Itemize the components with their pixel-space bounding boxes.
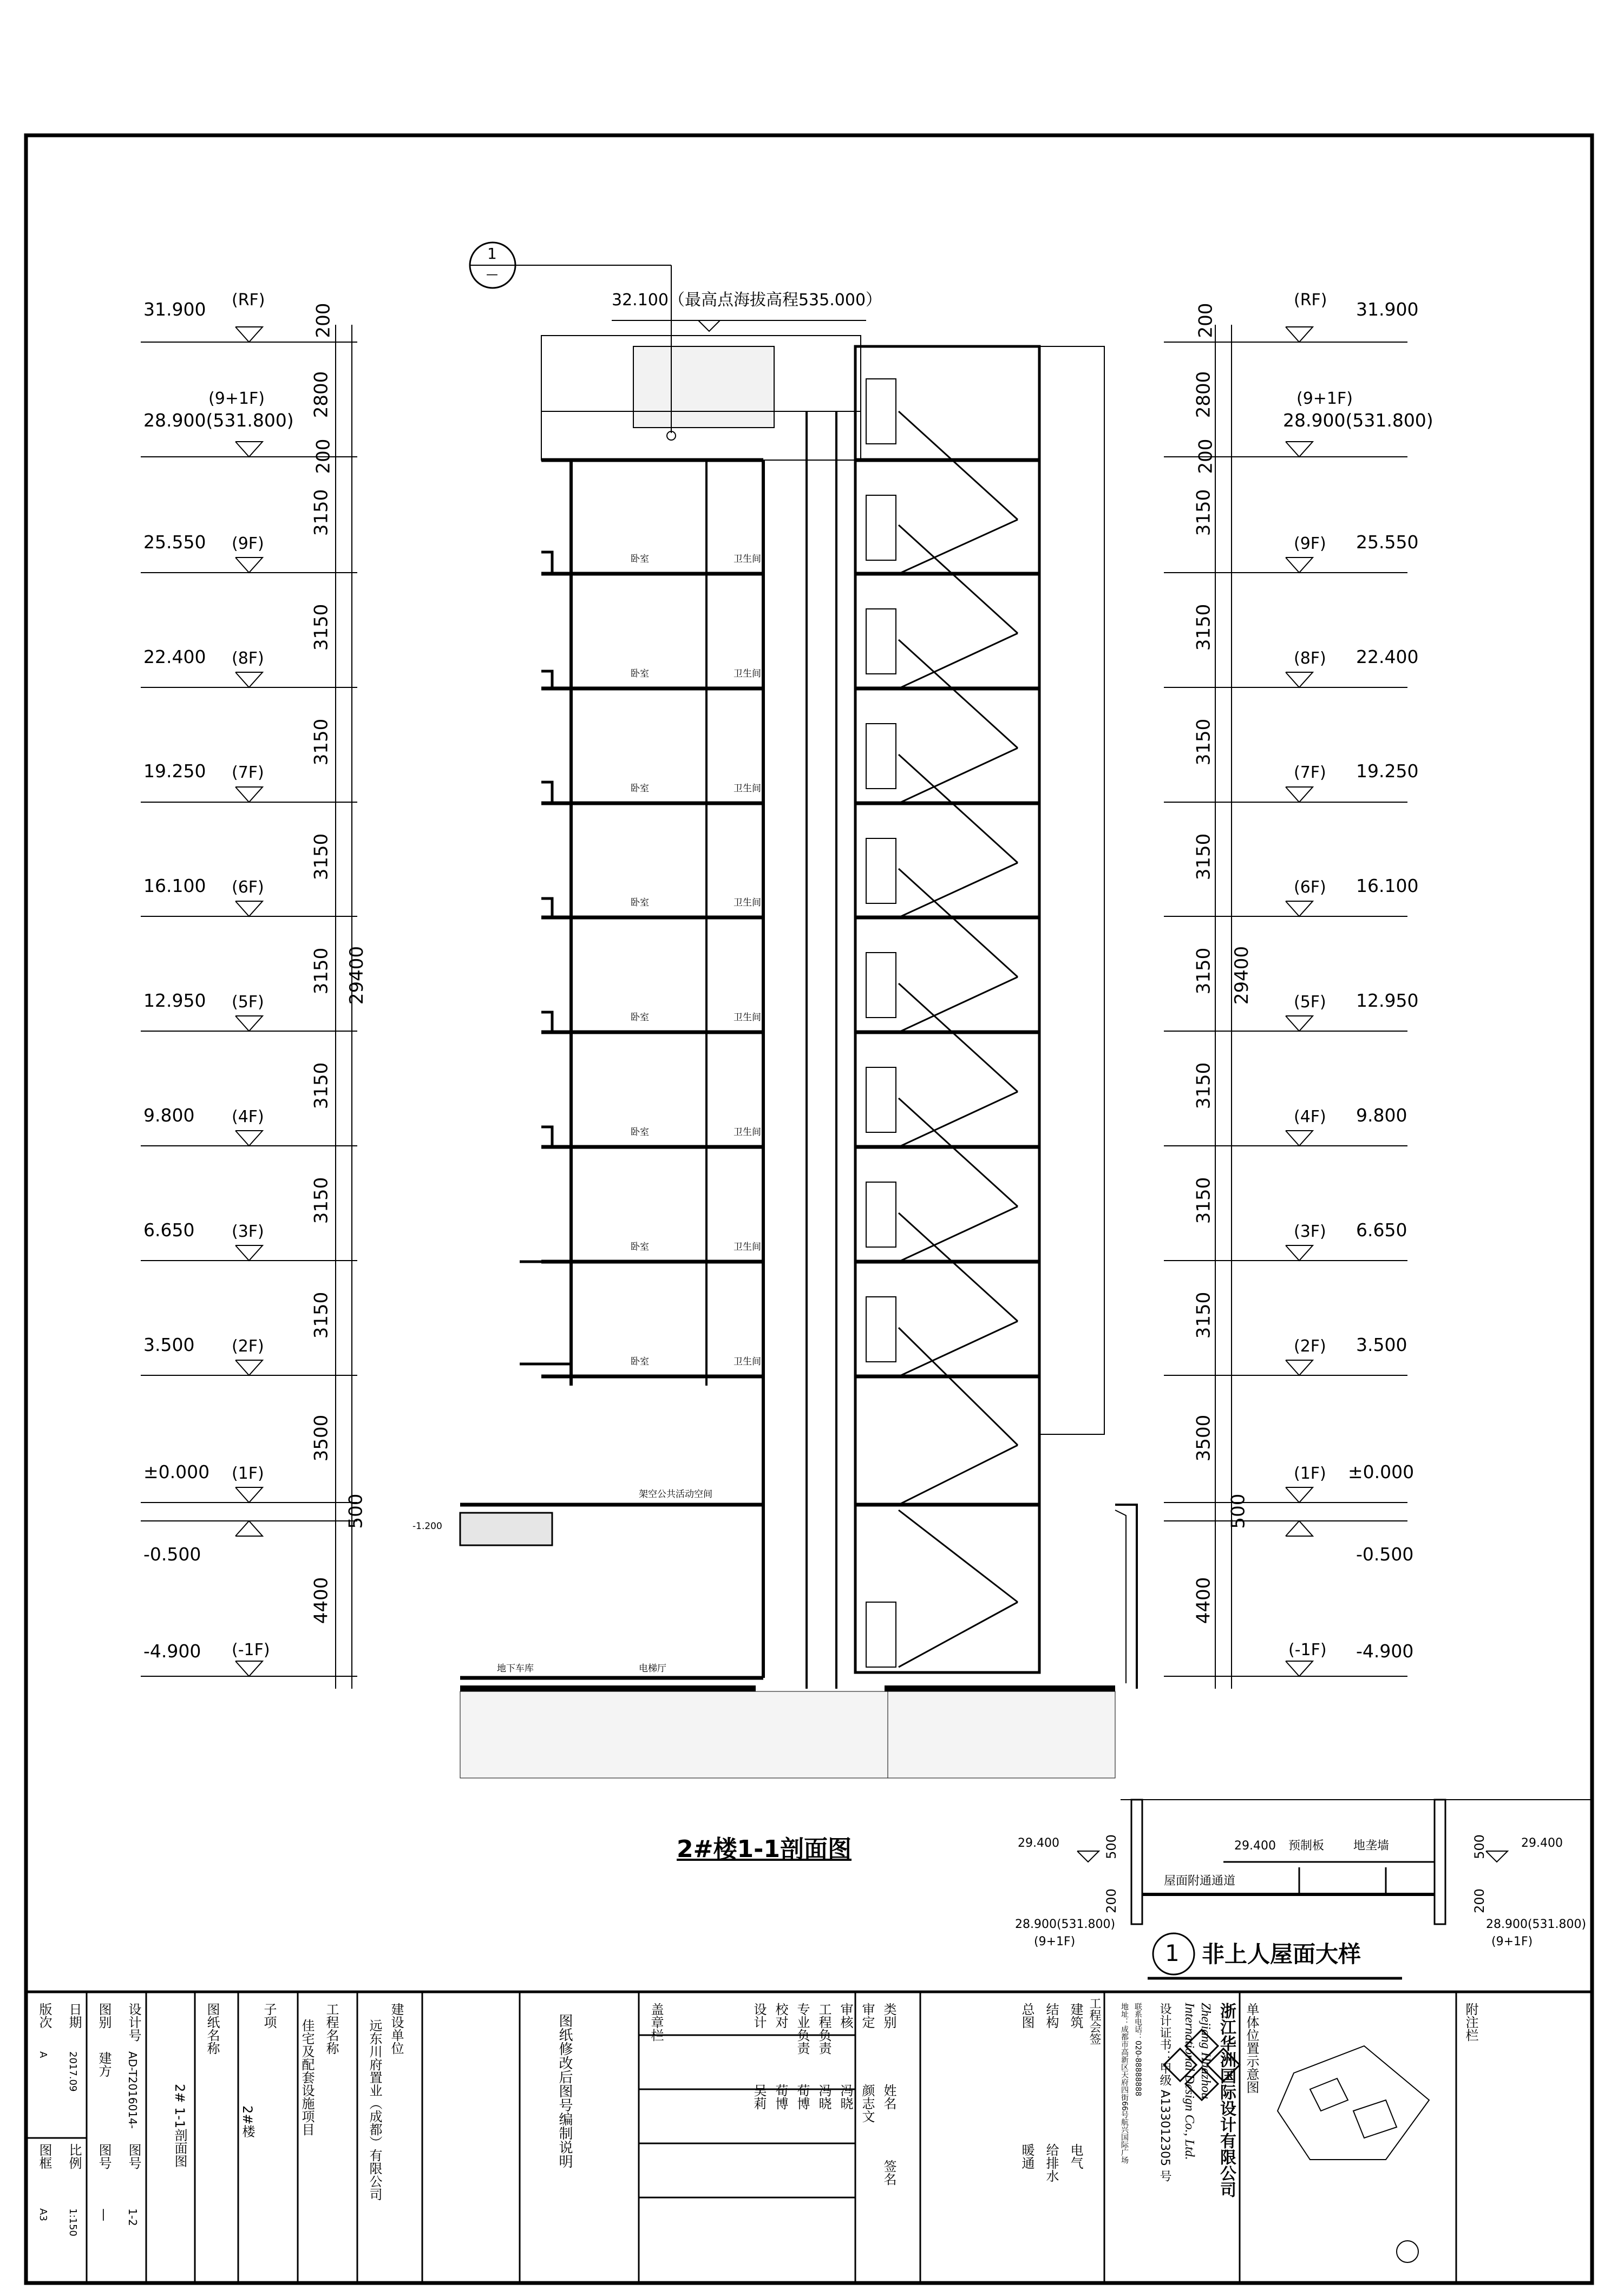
dim-right: 3150 [1193, 1291, 1215, 1339]
room-label-bathroom: 卫生间 [734, 1356, 761, 1367]
level-right-tag: (RF) [1294, 291, 1327, 310]
tb-field-label: 图号 [96, 2143, 112, 2169]
dim-left: 3150 [310, 1291, 332, 1339]
level-right-tag: (2F) [1294, 1337, 1326, 1356]
level-left-elev: -4.900 [143, 1641, 201, 1662]
building-section [460, 242, 1137, 1778]
detail-tag-left: (9+1F) [1034, 1935, 1076, 1949]
level-left-tag: (7F) [232, 763, 264, 782]
dim-right: 500 [1227, 1493, 1249, 1529]
tb-client: 远东川府置业（成都）有限公司 [367, 2019, 382, 2201]
level-left-elev: 31.900 [143, 299, 206, 320]
level-left-elev: 25.550 [143, 532, 206, 553]
detail-elev-left: 29.400 [1018, 1836, 1059, 1850]
dim-left: 3150 [310, 1177, 332, 1224]
level-left-tag: (5F) [232, 993, 264, 1012]
tb-field-label: 图别 [96, 2003, 112, 2029]
dim-left: 200 [312, 438, 335, 474]
tb-field-label: 图框 [37, 2143, 52, 2169]
tb-role: 设计 [751, 2003, 767, 2029]
dim-right: 200 [1195, 303, 1217, 338]
level-left-elev: 12.950 [143, 990, 206, 1011]
detail-label-vent: 屋面附通通道 [1164, 1874, 1236, 1888]
level-left-elev: ±0.000 [143, 1461, 210, 1482]
level-left-elev: 3.500 [143, 1334, 195, 1355]
level-left-tag: (9+1F) [208, 389, 265, 408]
dim-right: 4400 [1193, 1577, 1215, 1624]
level-left-tag: (6F) [232, 878, 264, 897]
room-label-garage: 地下车库 [497, 1663, 534, 1674]
tb-revision-note: 图纸修改后图号编制说明 [556, 2013, 573, 2168]
dim-right: 3150 [1193, 718, 1215, 766]
level-right-elev: 19.250 [1356, 760, 1419, 782]
level-right-elev: 6.650 [1356, 1219, 1407, 1241]
dim-left: 500 [345, 1493, 367, 1529]
level-left-tag: (4F) [232, 1107, 264, 1126]
tb-subitem-header: 子项 [261, 2003, 277, 2029]
level-right-elev: 9.800 [1356, 1105, 1407, 1126]
dim-left: 3150 [310, 489, 332, 536]
level-right-tag: (9F) [1294, 534, 1326, 553]
tb-discipline: 电气 [1068, 2143, 1083, 2169]
level-right-tag: (7F) [1294, 763, 1326, 782]
tb-field-label: 日期 [67, 2003, 82, 2029]
tb-role-header: 姓名 [881, 2084, 896, 2110]
detail-dim-200-right: 200 [1471, 1888, 1487, 1913]
dim-left: 3500 [310, 1414, 332, 1462]
room-label-bedroom: 卧室 [631, 1242, 649, 1252]
tb-field-value: 建方 [96, 2051, 112, 2077]
dim-right: 200 [1195, 438, 1217, 474]
tb-drawing-name-header: 图纸名称 [205, 2003, 220, 2055]
dim-left: 3150 [310, 603, 332, 651]
section-title: 2#楼1-1剖面图 [677, 1835, 852, 1863]
tb-role-header: 类别 [881, 2003, 896, 2029]
callout-sub: — [486, 268, 498, 281]
tb-discipline: 建筑 [1068, 2003, 1083, 2029]
tb-discipline: 结构 [1044, 2003, 1059, 2029]
tb-field-value: A [37, 2051, 49, 2058]
tb-name: 冯晓 [838, 2084, 853, 2110]
dim-right: 3150 [1193, 1062, 1215, 1110]
tb-notes-header: 附注栏 [1463, 2003, 1478, 2042]
level-left-elev: 19.250 [143, 760, 206, 782]
tb-company-en2: International Design Co., Ltd. [1182, 2003, 1196, 2160]
tb-client-header: 建设单位 [389, 2003, 404, 2055]
room-label-public-space: 架空公共活动空间 [639, 1489, 712, 1500]
room-label-bathroom: 卫生间 [734, 1127, 761, 1138]
tb-name: 荀博 [773, 2084, 788, 2110]
detail-label-beam: 地垄墙 [1353, 1839, 1390, 1853]
tb-discipline: 总图 [1019, 2003, 1034, 2029]
detail-dim-500: 500 [1103, 1834, 1119, 1859]
level-right-elev: 16.100 [1356, 875, 1419, 896]
dim-right: 3150 [1193, 947, 1215, 995]
detail-dim-200: 200 [1103, 1888, 1119, 1913]
dim-left: 2800 [310, 371, 332, 418]
room-label-bedroom: 卧室 [631, 668, 649, 679]
tb-name: 荀博 [795, 2084, 810, 2110]
level-right-tag: (4F) [1294, 1107, 1326, 1126]
room-label-bathroom: 卫生间 [734, 1012, 761, 1023]
tb-role-header: 签名 [881, 2160, 896, 2186]
room-label-bedroom: 卧室 [631, 783, 649, 794]
room-label-bathroom: 卫生间 [734, 783, 761, 794]
tb-company-cn: 浙江华洲国际设计有限公司 [1217, 2003, 1236, 2197]
level-right-tag: (5F) [1294, 993, 1326, 1012]
tb-field-value: A3 [37, 2208, 49, 2221]
tb-stamp-header: 盖章栏 [649, 2003, 664, 2042]
top-elevation-note: 32.100（最高点海拔高程535.000） [612, 291, 882, 310]
level-left-elev: -0.500 [143, 1544, 201, 1565]
dim-left: 4400 [310, 1577, 332, 1624]
tb-role: 工程负责 [816, 2003, 831, 2055]
level-left-tag: (9F) [232, 534, 264, 553]
detail-elev-left2: 28.900(531.800) [1015, 1918, 1116, 1931]
level-left-tag: (RF) [232, 291, 265, 310]
tb-name: 颜志文 [860, 2084, 875, 2123]
level-right-elev: 22.400 [1356, 646, 1419, 667]
room-label-bedroom: 卧室 [631, 1356, 649, 1367]
dim-left: 200 [312, 303, 335, 338]
dim-left: 3150 [310, 718, 332, 766]
dim-right: 2800 [1193, 371, 1215, 418]
level-right-tag: (9+1F) [1296, 389, 1353, 408]
room-label-bedroom: 卧室 [631, 897, 649, 908]
level-left-elev: 6.650 [143, 1219, 195, 1241]
detail-label-precast: 预制板 [1288, 1839, 1325, 1853]
level-left-elev: 9.800 [143, 1105, 195, 1126]
level-right-elev: 25.550 [1356, 532, 1419, 553]
level-right-elev: 28.900(531.800) [1283, 410, 1433, 431]
level-right-tag: (8F) [1294, 649, 1326, 668]
callout-number: 1 [487, 245, 497, 263]
room-label-elevator-hall: 电梯厅 [639, 1663, 666, 1674]
dim-left: 3150 [310, 1062, 332, 1110]
room-label-bedroom: 卧室 [631, 1127, 649, 1138]
level-right-elev: -4.900 [1356, 1641, 1414, 1662]
dim-right-total: 29400 [1231, 946, 1253, 1005]
dim-right: 3150 [1193, 489, 1215, 536]
level-left-tag: (3F) [232, 1222, 264, 1241]
tb-discipline: 暖通 [1019, 2143, 1034, 2169]
tb-field-value: 2017.09 [67, 2051, 78, 2092]
detail-elev-right: 29.400 [1521, 1836, 1563, 1850]
tb-role: 审核 [838, 2003, 853, 2029]
room-label-bathroom: 卫生间 [734, 897, 761, 908]
level-right-elev: -0.500 [1356, 1544, 1414, 1565]
tb-discipline-header: 工程会签 [1088, 1997, 1101, 2045]
level-right-elev: 3.500 [1356, 1334, 1407, 1355]
tb-project-header: 工程名称 [324, 2003, 339, 2055]
room-label-bedroom: 卧室 [631, 554, 649, 565]
detail-title: 非上人屋面大样 [1202, 1941, 1361, 1967]
level-left-tag: (2F) [232, 1337, 264, 1356]
tb-field-label: 图号 [126, 2143, 141, 2169]
room-label-bathroom: 卫生间 [734, 1242, 761, 1252]
tb-field-value: 1:150 [67, 2208, 78, 2236]
tb-field-value: AD-T2016014- [126, 2051, 139, 2129]
tb-contact1: 联系电话：020-88888888 [1134, 2003, 1142, 2097]
dim-left: 3150 [310, 833, 332, 881]
level-right-tag: (6F) [1294, 878, 1326, 897]
level-left-elev: 16.100 [143, 875, 206, 896]
tb-discipline: 给排水 [1044, 2143, 1059, 2182]
tb-field-label: 比例 [67, 2143, 82, 2169]
detail-dim-500-right: 500 [1471, 1834, 1487, 1859]
detail-elev-right2: 28.900(531.800) [1486, 1918, 1587, 1931]
tb-field-value: — [96, 2208, 112, 2221]
level-right-elev: 31.900 [1356, 299, 1419, 320]
tb-contact2: 地址：成都市高新区天府四街66号航兴国际广场 [1120, 2003, 1129, 2164]
tb-subitem: 2#楼 [240, 2105, 255, 2138]
dim-right: 3150 [1193, 603, 1215, 651]
detail-elev-mid: 29.400 [1234, 1839, 1276, 1853]
tb-drawing-name: 2# 1-1剖面图 [172, 2084, 187, 2168]
level-left-tag: (-1F) [232, 1641, 270, 1659]
tb-project: 佳宅及配套设施项目 [299, 2019, 315, 2136]
tb-role: 专业负责 [795, 2003, 810, 2055]
tb-role: 校对 [773, 2003, 788, 2029]
tb-field-label: 版次 [37, 2003, 52, 2029]
tb-role: 审定 [860, 2003, 875, 2029]
level-left-tag: (1F) [232, 1464, 264, 1483]
level-right-tag: (-1F) [1288, 1641, 1327, 1659]
tb-name: 冯晓 [816, 2084, 831, 2110]
detail-number: 1 [1165, 1940, 1180, 1966]
room-label-bathroom: 卫生间 [734, 554, 761, 565]
dim-right: 3500 [1193, 1414, 1215, 1462]
detail-tag-right: (9+1F) [1491, 1935, 1533, 1949]
level-left-elev: 28.900(531.800) [143, 410, 294, 431]
dim-left: 3150 [310, 947, 332, 995]
room-label-bathroom: 卫生间 [734, 668, 761, 679]
tb-certificate: 设计证书：甲级 A133012305 号 [1158, 2003, 1171, 2182]
tb-field-value: 1-2 [126, 2208, 139, 2226]
dim-right: 3150 [1193, 1177, 1215, 1224]
tb-site-plan-header: 单体位置示意图 [1244, 2003, 1259, 2094]
dim-right: 3150 [1193, 833, 1215, 881]
room-label-bedroom: 卧室 [631, 1012, 649, 1023]
level-tag-minus: -1.200 [412, 1521, 442, 1532]
level-left-elev: 22.400 [143, 646, 206, 667]
tb-name: 吴莉 [751, 2084, 767, 2110]
tb-company-en1: Zhejiang Huazhou [1199, 2003, 1213, 2100]
dim-left-total: 29400 [346, 946, 368, 1005]
level-left-tag: (8F) [232, 649, 264, 668]
level-right-elev: ±0.000 [1348, 1461, 1415, 1482]
level-right-elev: 12.950 [1356, 990, 1419, 1011]
tb-field-label: 设计号 [126, 2003, 141, 2042]
level-right-tag: (3F) [1294, 1222, 1326, 1241]
level-right-tag: (1F) [1294, 1464, 1326, 1483]
